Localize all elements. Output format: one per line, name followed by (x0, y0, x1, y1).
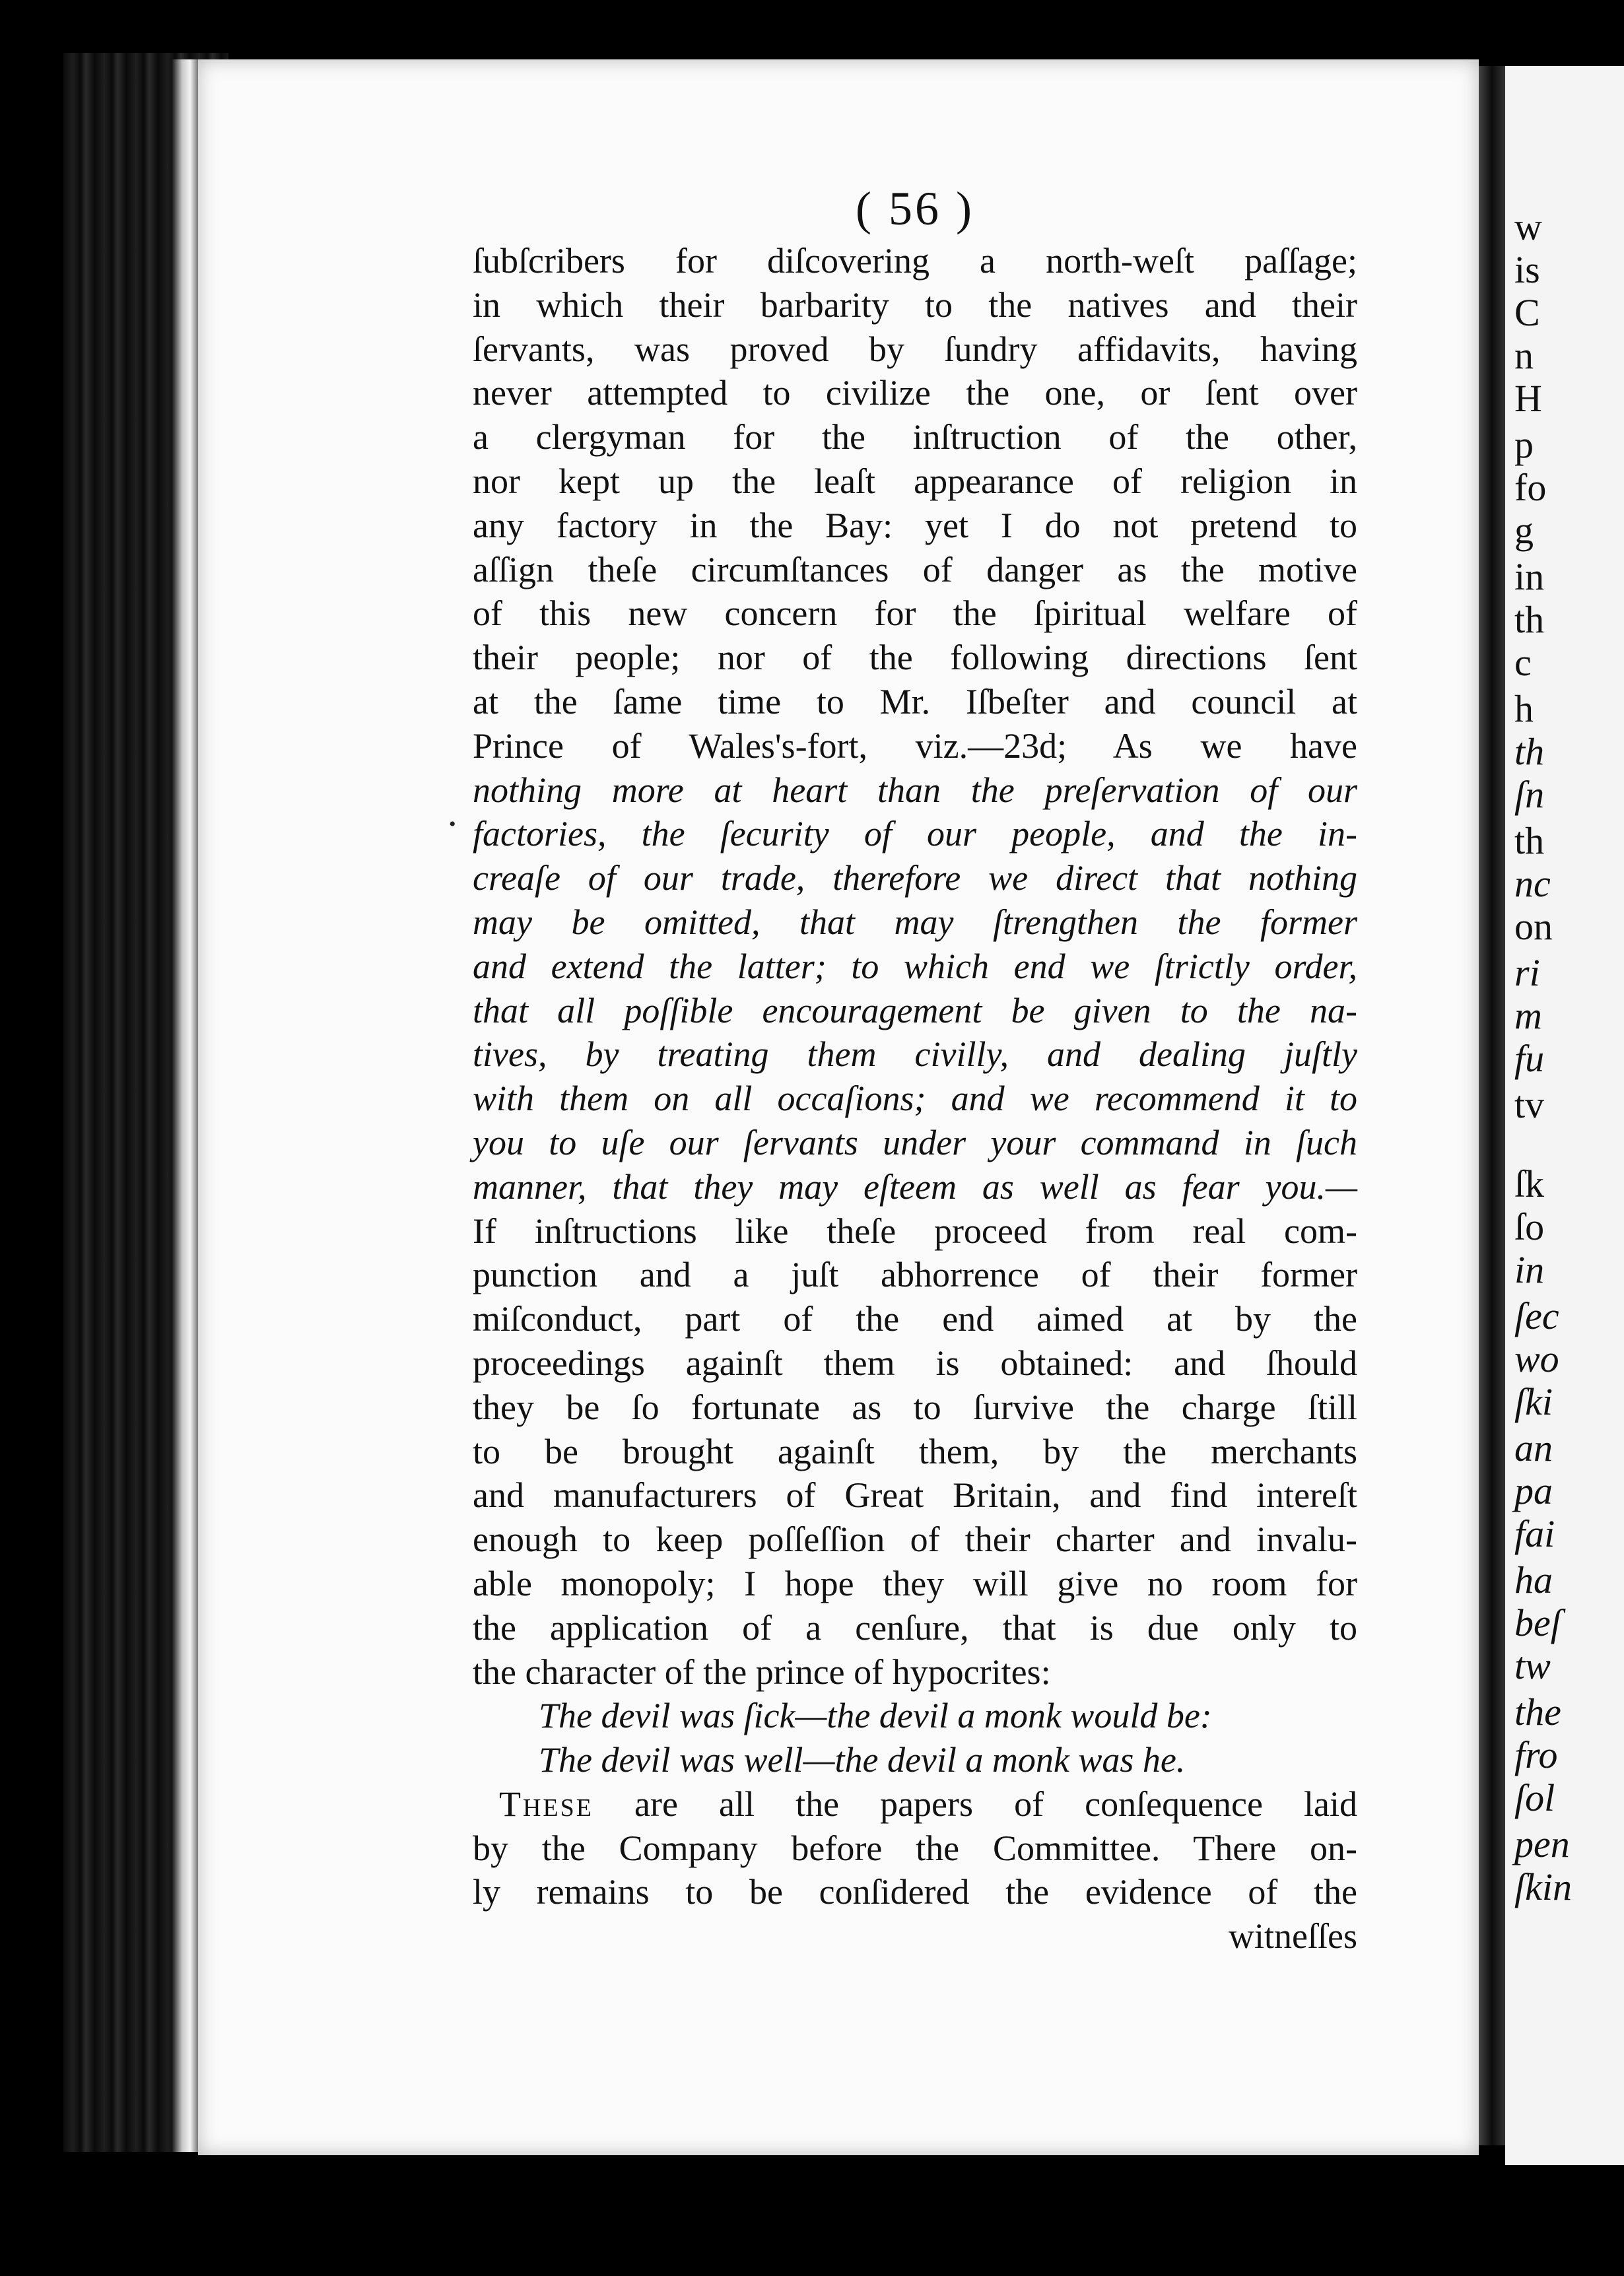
facing-page-fragment: on (1514, 905, 1553, 948)
facing-page-fragment: fu (1514, 1037, 1545, 1080)
text-line: may be omitted, that may ſtrengthen the former (473, 902, 1357, 942)
text-line: enough to keep poſſeſſion of their charter and invalu- (473, 1520, 1357, 1560)
text-line: with them on all occaſions; and we recommend it to (473, 1079, 1357, 1119)
facing-page-fragment: m (1514, 994, 1542, 1037)
facing-page-fragment: tv (1514, 1083, 1545, 1126)
facing-page-fragment: n (1514, 334, 1534, 377)
text-line: a clergyman for the inſtruction of the other, (473, 417, 1357, 457)
facing-page-fragment: H (1514, 377, 1542, 420)
text-line: nor kept up the leaſt appearance of religion in (473, 461, 1357, 501)
text-line: The devil was ſick—the devil a monk would be: (539, 1696, 1212, 1736)
text-line: able monopoly; I hope they will give no room for (473, 1563, 1357, 1603)
facing-page-fragment: th (1514, 730, 1545, 773)
text-line: of this new concern for the ſpiritual welfare of (473, 593, 1357, 634)
facing-page-fragment: beſ (1514, 1601, 1561, 1644)
facing-page-fragment: g (1514, 509, 1534, 552)
facing-page-fragment: ſkin (1514, 1865, 1572, 1908)
text-line: in which their barbarity to the natives and their (473, 284, 1357, 325)
text-line: never attempted to civilize the one, or ſent over (473, 373, 1357, 413)
text-line: ſubſcribers for diſcovering a north-weſt paſſage; (473, 241, 1357, 281)
text-line: and extend the latter; to which end we ſtrictly order, (473, 946, 1357, 986)
text-line: Prince of Wales's-fort, viz.—23d; As we have (473, 725, 1357, 766)
text-line: creaſe of our trade, therefore we direct that nothing (473, 858, 1357, 898)
facing-page-fragment: c (1514, 641, 1532, 684)
text-line: miſconduct, part of the end aimed at by the (473, 1299, 1357, 1339)
text-line: nothing more at heart than the preſervation of our (473, 770, 1357, 810)
text-line: punction and a juſt abhorrence of their former (473, 1255, 1357, 1295)
facing-page-fragment: is (1514, 248, 1540, 291)
facing-page-fragment: ſk (1514, 1162, 1545, 1205)
facing-page-fragment: h (1514, 687, 1534, 730)
text-line: tives, by treating them civilly, and dealing juſtly (473, 1034, 1357, 1075)
facing-page-fragment: fro (1514, 1733, 1558, 1776)
text-line: factories, the ſecurity of our people, and the in- (473, 814, 1357, 854)
facing-page-fragment: ſec (1514, 1294, 1559, 1337)
text-line: any factory in the Bay: yet I do not pretend to (473, 505, 1357, 545)
text-line: the character of the prince of hypocrites: (473, 1652, 1051, 1692)
facing-page-fragment: ri (1514, 951, 1540, 994)
text-line: ſervants, was proved by ſundry affidavits, having (473, 329, 1357, 369)
facing-page-fragment: fai (1514, 1512, 1555, 1555)
text-line: at the ſame time to Mr. Iſbeſter and council at (473, 681, 1357, 721)
margin-mark: • (449, 813, 456, 835)
text-line: aſſign theſe circumſtances of danger as the motive (473, 549, 1357, 589)
text-line: you to uſe our ſervants under your command in ſuch (473, 1122, 1357, 1162)
facing-page-fragment: th (1514, 598, 1545, 641)
text-line: manner, that they may eſteem as well as fear you.— (473, 1166, 1357, 1207)
facing-page-fragment: the (1514, 1690, 1561, 1733)
text-line: to be brought againſt them, by the merchants (473, 1431, 1357, 1471)
text-line: they be ſo fortunate as to ſurvive the charge ſtill (473, 1387, 1357, 1427)
page-number: ( 56 ) (856, 182, 974, 235)
text-line: If inſtructions like theſe proceed from real com- (473, 1211, 1357, 1251)
text-line: proceedings againſt them is obtained: and ſhould (473, 1343, 1357, 1383)
facing-page-fragment: w (1514, 205, 1542, 248)
facing-page-fragment: ſo (1514, 1205, 1545, 1248)
facing-page-fragment: fo (1514, 466, 1547, 509)
facing-page-fragment: ſol (1514, 1776, 1555, 1819)
small-caps-word: These (499, 1784, 593, 1824)
text-line: The devil was well—the devil a monk was he. (539, 1740, 1186, 1780)
text-line: their people; nor of the following directions ſent (473, 638, 1357, 678)
facing-page-fragment: an (1514, 1426, 1553, 1469)
facing-page-fragment: ſki (1514, 1380, 1553, 1423)
facing-page-fragment: tw (1514, 1644, 1551, 1687)
facing-page-fragment: in (1514, 555, 1545, 598)
facing-page-fragment: p (1514, 423, 1534, 466)
text-line: and manufacturers of Great Britain, and find intereſt (473, 1475, 1357, 1516)
facing-page-fragment: ha (1514, 1558, 1553, 1601)
page-body-text (473, 239, 1357, 1958)
facing-page-fragment: C (1514, 291, 1540, 334)
book-gutter (1479, 66, 1505, 2145)
facing-page-fragment: in (1514, 1248, 1545, 1291)
text-line: the application of a cenſure, that is due only to (473, 1607, 1357, 1648)
text-line: witneſſes (1229, 1916, 1357, 1957)
text-line: by the Company before the Committee. There on- (473, 1828, 1357, 1868)
facing-page-fragment: ſn (1514, 773, 1545, 816)
facing-page-edge (1505, 66, 1624, 2165)
facing-page-fragment: pa (1514, 1469, 1553, 1512)
page-stack-edge (172, 59, 198, 2152)
text-line: ly remains to be conſidered the evidence of the (473, 1872, 1357, 1912)
facing-page-fragment: pen (1514, 1823, 1570, 1865)
facing-page-fragment: th (1514, 819, 1545, 862)
facing-page-fragment: nc (1514, 862, 1551, 905)
facing-page-fragment: wo (1514, 1337, 1559, 1380)
text-line: These are all the papers of conſequence laid (499, 1784, 1357, 1824)
text-line: that all poſſible encouragement be given to the na- (473, 990, 1357, 1030)
